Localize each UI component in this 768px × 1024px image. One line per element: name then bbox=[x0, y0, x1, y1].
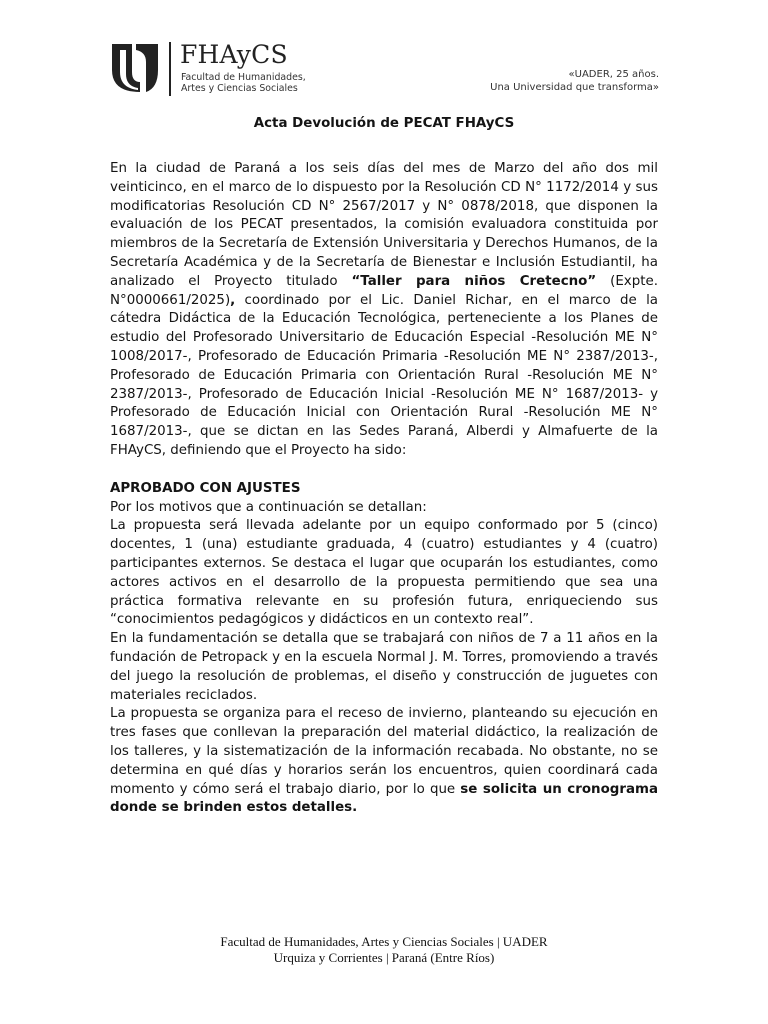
slogan bbox=[490, 68, 659, 94]
reason-paragraph-1: La propuesta será llevada adelante por un equipo conformado por 5 (cinco) docentes, 1 (una) estudiante graduada, 4 (cuatro) estudiantes y 4 (cuatro) participantes externos. Se destaca el lugar que ocuparán los estudiantes, como actores activos en el desarrollo de la propuesta permitiendo que sea una práctica formativa relevante en su profesión futura, enriqueciendo sus “conocimientos pedagógicos y didácticos en un contexto real”. bbox=[110, 518, 658, 628]
intro-paragraph bbox=[110, 160, 658, 461]
document-body bbox=[110, 160, 658, 818]
slogan-line-2: Una Universidad que transforma» bbox=[490, 82, 659, 93]
reason-paragraph-3 bbox=[110, 705, 658, 818]
document-title: Acta Devolución de PECAT FHAyCS bbox=[253, 116, 515, 131]
schedule-request: se solicita un cronograma donde se brinden estos detalles. bbox=[110, 781, 658, 816]
fhaycs-logo bbox=[110, 40, 306, 100]
logo-subtitle bbox=[181, 72, 306, 94]
intro-text-1: En la ciudad de Paraná a los seis días del mes de Marzo del año dos mil veinticinco, en el marco de lo dispuesto por la Resolución CD N° 1172/2014 y sus modificatorias Resolución CD N° 2567/2017 y N° 0878/2018, que disponen la evaluación de los PECAT presentados, la comisión evaluadora constituida por miembros de la Secretaría de Extensión Universitaria y Derechos Humanos, de la Secretaría Académica y de la Secretaría de Bienestar e Inclusión Estudiantil, ha analizado el Proyecto titulado bbox=[110, 161, 658, 289]
intro-text-3: coordinado por el Lic. Daniel Richar, en el marco de la cátedra Didáctica de la Educación Tecnológica, perteneciente a los Planes de estudio del Profesorado Universitario de Educación Especial -Resolución ME N° 1008/2017-, Profesorado de Educación Primaria -Resolución ME N° 2387/2013-, Profesorado de Educación Primaria con Orientación Rural -Resolución ME N° 2387/2013-, Profesorado de Educación Inicial -Resolución ME N° 1687/2013- y Profesorado de Educación Inicial con Orientación Rural -Resolución ME N° 1687/2013-, que se dictan en las Sedes Paraná, Alberdi y Almafuerte de la FHAyCS, definiendo que el Proyecto ha sido: bbox=[110, 292, 658, 458]
reasons-intro: Por los motivos que a continuación se detallan: bbox=[110, 499, 427, 515]
footer-line-1: Facultad de Humanidades, Artes y Ciencias Sociales | UADER bbox=[220, 934, 548, 949]
page-header bbox=[0, 0, 768, 110]
footer-line-2: Urquiza y Corrientes | Paraná (Entre Ríos) bbox=[273, 950, 495, 965]
uader-logo-icon bbox=[110, 42, 160, 94]
paragraph-gap bbox=[110, 461, 658, 480]
project-title: “Taller para niños Cretecno” bbox=[351, 273, 597, 289]
logo-brand-name: FHAyCS bbox=[180, 40, 288, 69]
logo-divider bbox=[169, 42, 171, 96]
reason-paragraph-3-text: La propuesta se organiza para el receso de invierno, planteando su ejecución en tres fases que conllevan la preparación del material didáctico, la realización de los talleres, y la sistematización de la información recabada. No obstante, no se determina en qué días y horarios serán los encuentros, quien coordinará cada momento y cómo será el trabajo diario, por lo que bbox=[110, 706, 658, 797]
intro-expediente: (Expte. N°0000661/2025) bbox=[110, 273, 658, 308]
reason-paragraph-2: En la fundamentación se detalla que se trabajará con niños de 7 a 11 años en la fundación de Petropack y en la escuela Normal J. M. Torres, promoviendo a través del juego la resolución de problemas, el diseño y construcción de juguetes con materiales reciclados. bbox=[110, 631, 658, 703]
slogan-line-1: «UADER, 25 años. bbox=[568, 69, 659, 80]
logo-subtitle-line-2: Artes y Ciencias Sociales bbox=[181, 83, 298, 94]
verdict-heading: APROBADO CON AJUSTES bbox=[110, 480, 301, 496]
intro-comma: , bbox=[230, 292, 236, 308]
page-footer bbox=[0, 934, 768, 966]
logo-subtitle-line-1: Facultad de Humanidades, bbox=[181, 72, 306, 83]
